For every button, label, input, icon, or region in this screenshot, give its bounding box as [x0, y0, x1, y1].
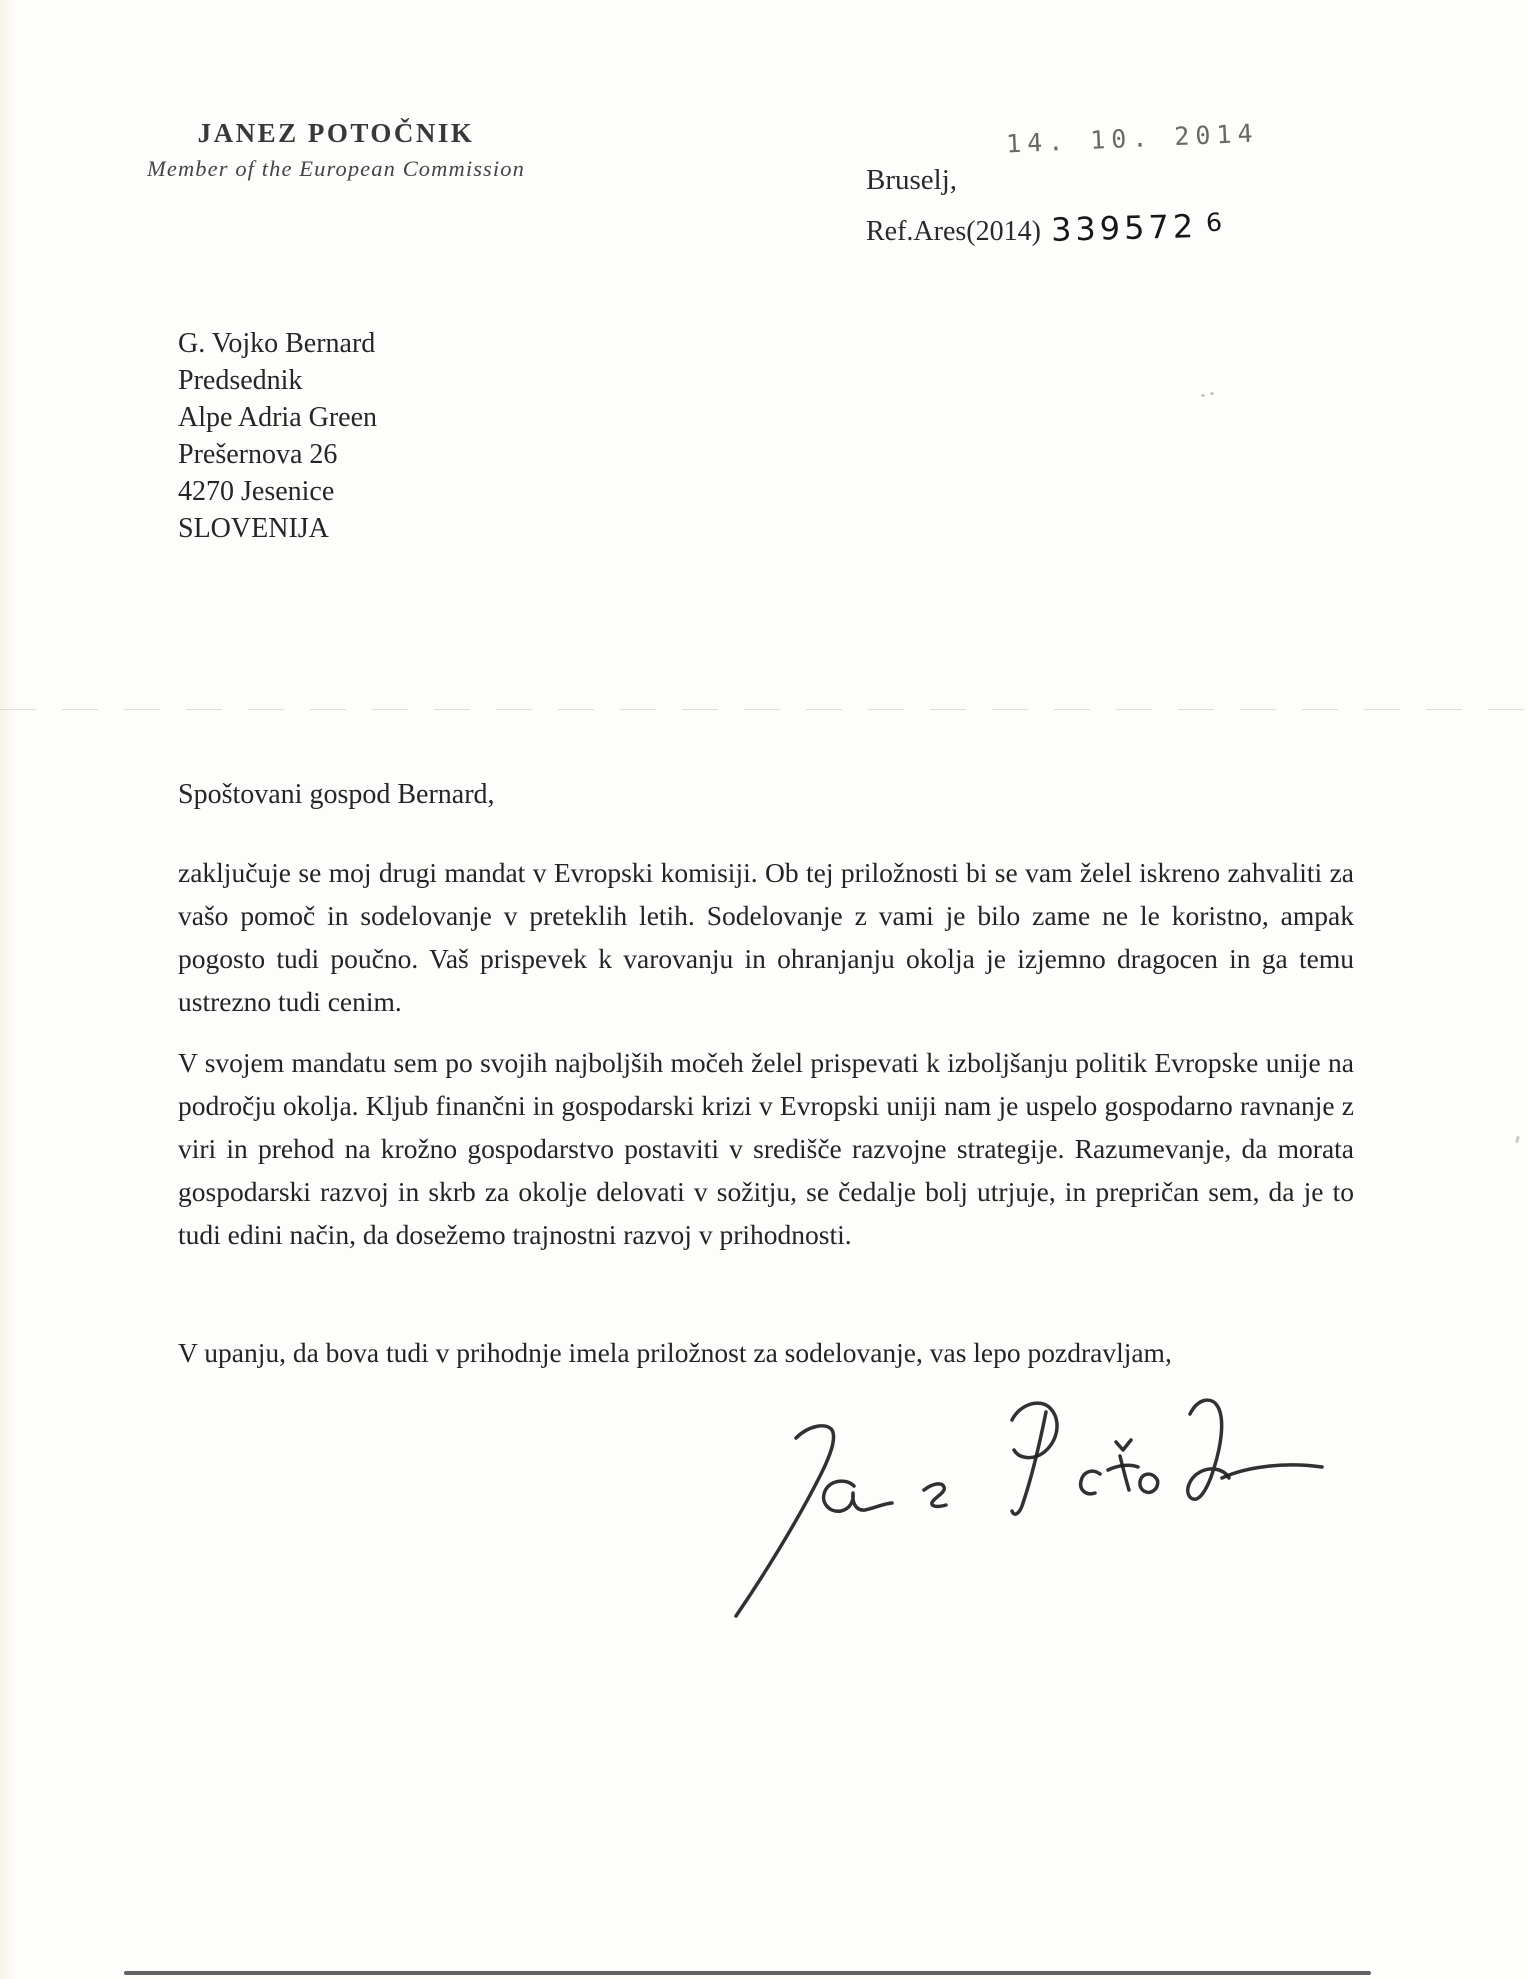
- signature-stroke: [736, 1426, 834, 1616]
- scan-speck: [1201, 394, 1205, 397]
- letterhead: [112, 118, 560, 182]
- recipient-name: G. Vojko Bernard: [178, 328, 376, 359]
- signature-stroke: [824, 1481, 892, 1511]
- scan-speck: [1210, 392, 1214, 395]
- closing-line: V upanju, da bova tudi v prihodnje imela priložnost za sodelovanje, vas lepo pozdravljam,: [178, 1337, 1172, 1368]
- signature-stroke: [1012, 1403, 1057, 1457]
- signature-stroke: [924, 1484, 946, 1507]
- signature-stroke: [1081, 1471, 1100, 1494]
- reference-printed: Ref.Ares(2014): [866, 216, 1041, 247]
- recipient-organization: Alpe Adria Green: [178, 402, 378, 433]
- signature-stroke: [1120, 1456, 1129, 1490]
- signature-stroke: [1188, 1400, 1229, 1499]
- scan-speck: [1515, 1136, 1520, 1144]
- recipient-street: Prešernova 26: [178, 439, 338, 470]
- received-date-stamp: 14. 10. 2014: [1005, 118, 1260, 159]
- salutation: Spoštovani gospod Bernard,: [178, 779, 495, 810]
- paragraph-2: V svojem mandatu sem po svojih najboljših močeh želel prispevati k izboljšanju politik Evropske unije na področju okolja. Kljub finančni in gospodarski krizi v Evropski uniji nam je uspelo gospodarno ravnanje z viri in prehod na krožno gospodarstvo postaviti v središče razvojne strategije. Razumevanje, da morata gospodarski razvoj in skrb za okolje delovati v sožitju, se čedalje bolj utrjuje, in prepričan sem, da je to tudi edini način, da dosežemo trajnostni razvoj v prihodnosti.: [178, 1047, 1354, 1250]
- reference-handwritten-suffix: 6: [1205, 207, 1224, 238]
- recipient-role: Predsednik: [178, 365, 303, 396]
- signature-stroke: [1116, 1440, 1131, 1450]
- recipient-city: 4270 Jesenice: [178, 476, 335, 507]
- signature: [700, 1380, 1340, 1640]
- signature-stroke: [1012, 1412, 1046, 1514]
- paper-fold-line: [0, 709, 1529, 710]
- reference-line: [866, 207, 1224, 249]
- reference-handwritten-number: 339572: [1050, 207, 1198, 249]
- place-line: Bruselj,: [866, 164, 958, 196]
- sender-name: JANEZ POTOČNIK: [197, 118, 475, 148]
- scan-edge-line: [124, 1971, 1371, 1975]
- recipient-address: [178, 325, 377, 547]
- signature-stroke: [1140, 1474, 1158, 1492]
- recipient-country: SLOVENIJA: [178, 513, 329, 544]
- sender-title: Member of the European Commission: [147, 156, 525, 181]
- signature-stroke: [1222, 1465, 1322, 1478]
- paragraph-1: zaključuje se moj drugi mandat v Evropski komisiji. Ob tej priložnosti bi se vam želel iskreno zahvaliti za vašo pomoč in sodelovanje v preteklih letih. Sodelovanje z vami je bilo zame ne le koristno, ampak pogosto tudi poučno. Vaš prispevek k varovanju in ohranjanju okolja je izjemno dragocen in ga temu ustrezno tudi cenim.: [178, 857, 1354, 1017]
